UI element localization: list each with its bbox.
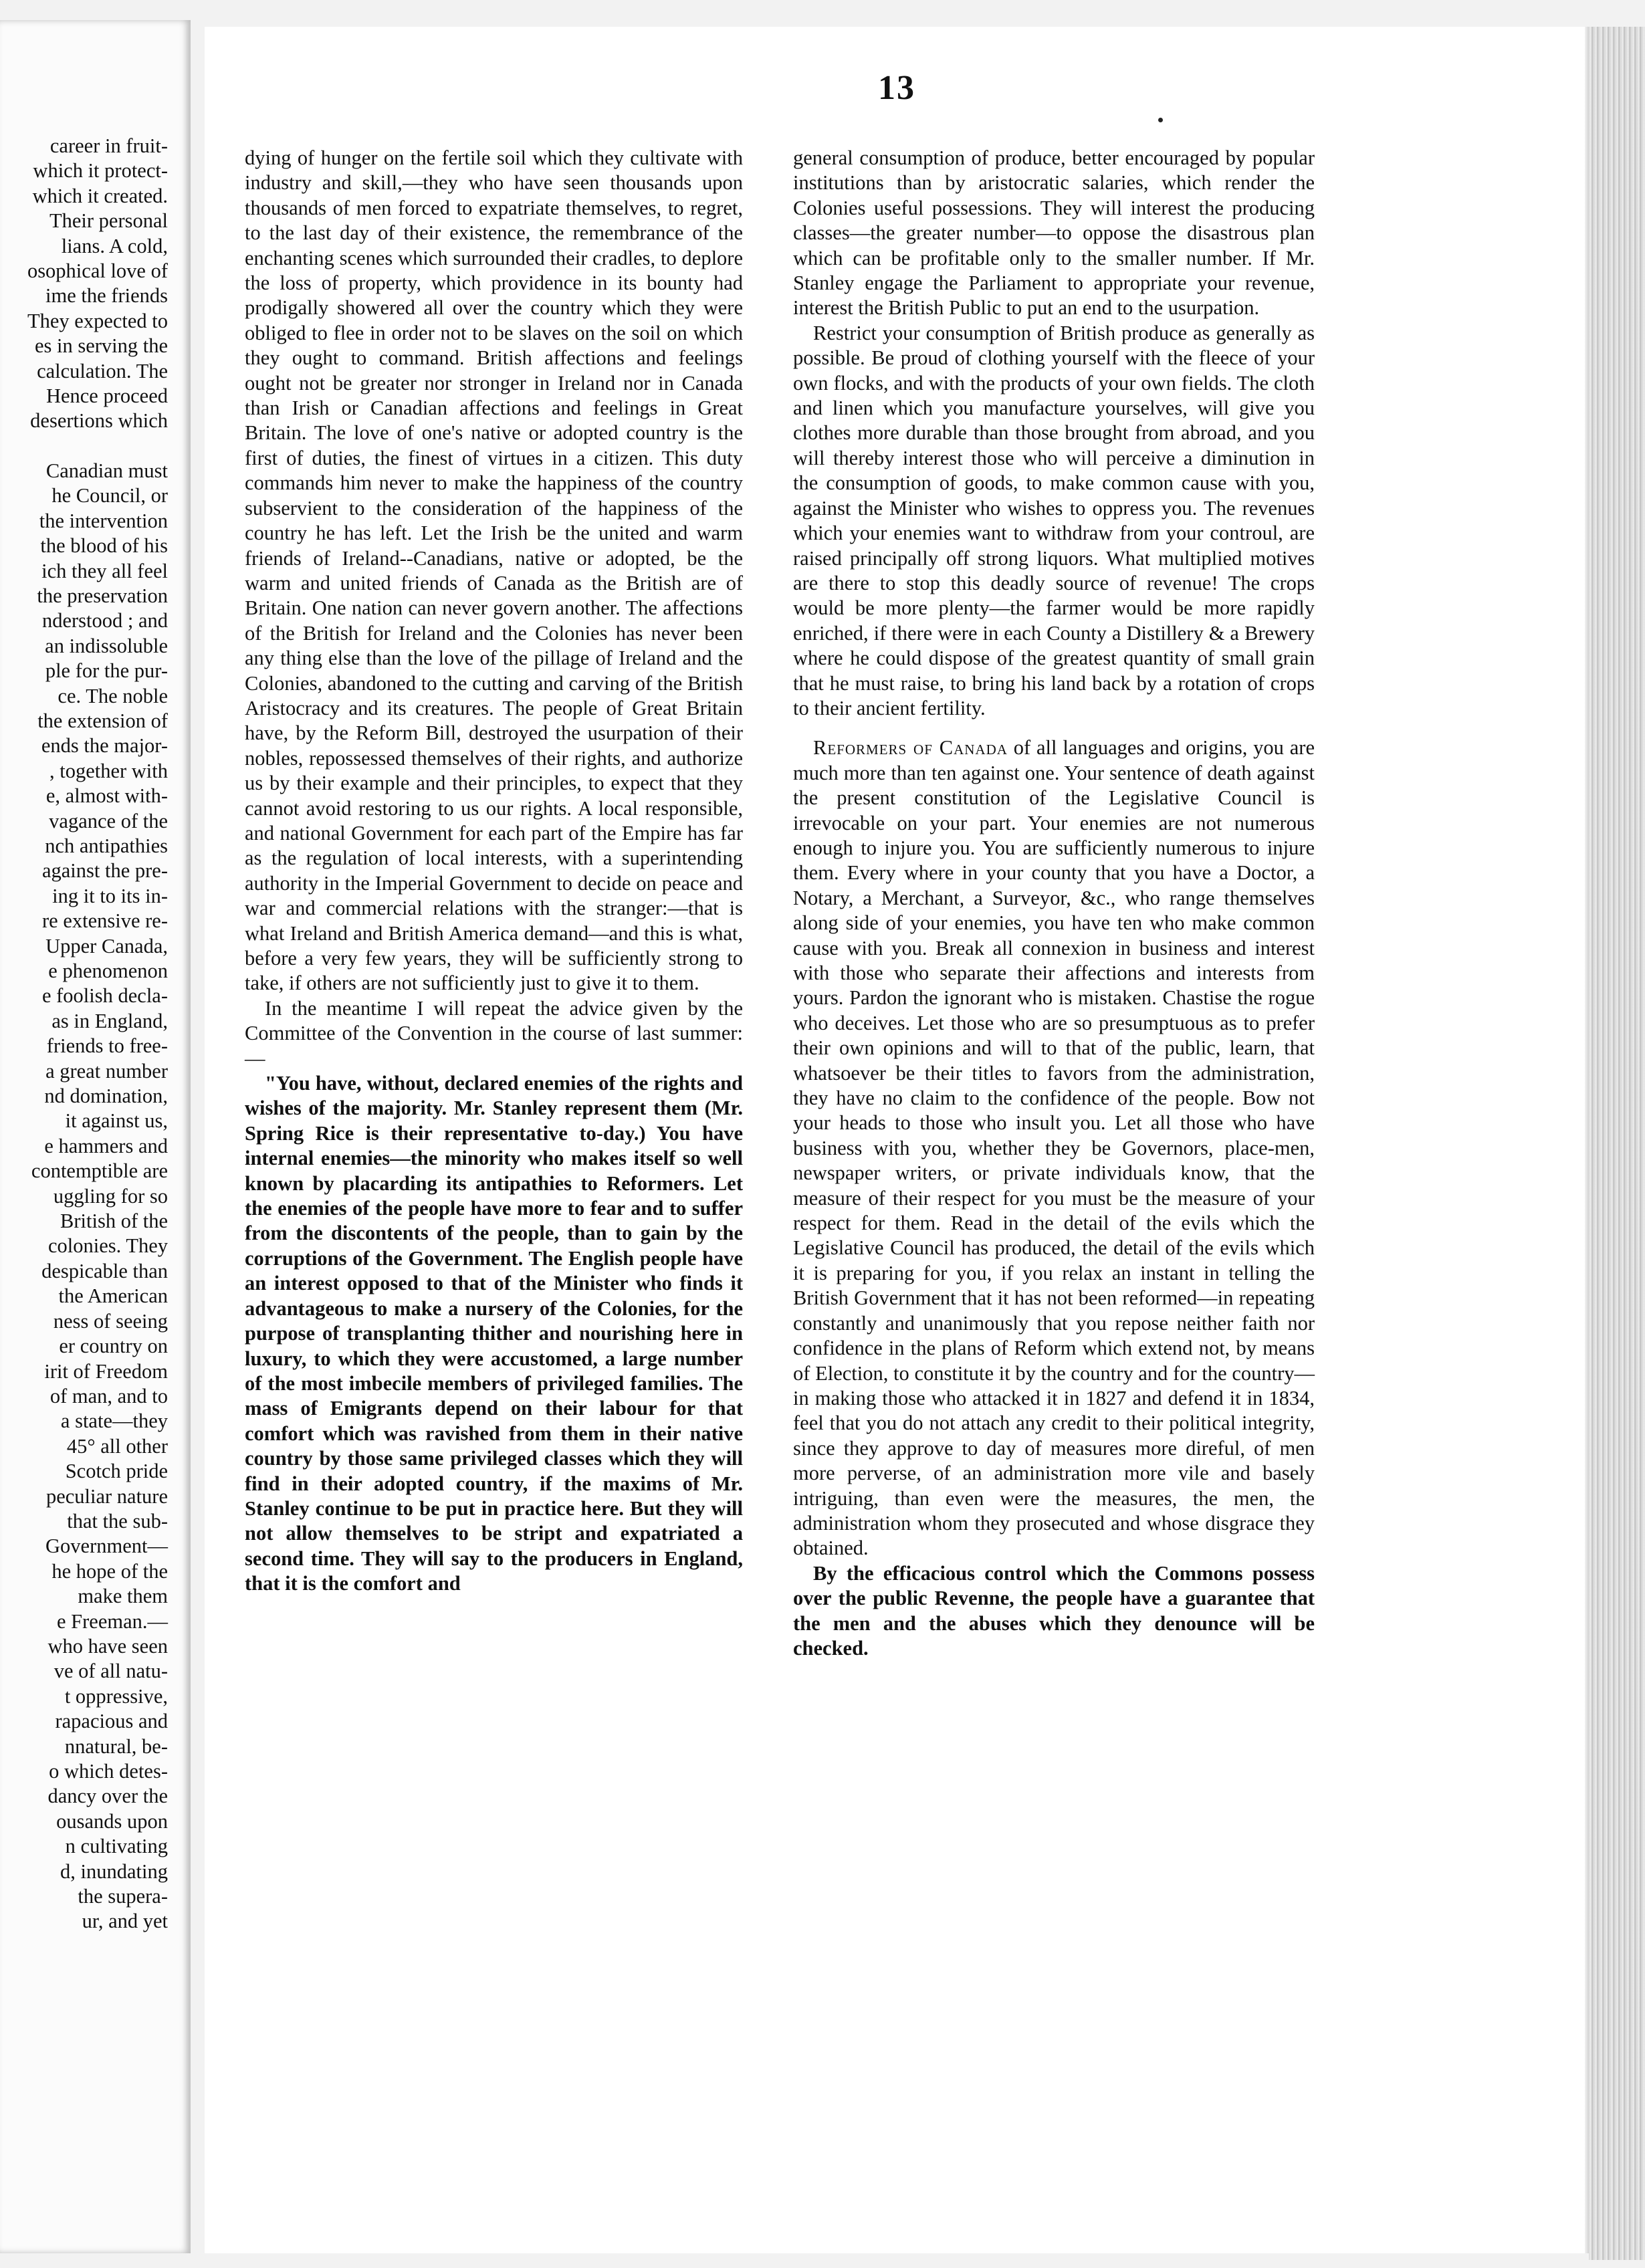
facing-page-line: he hope of the [51,1559,168,1583]
quoted-paragraph: "You have, without, declared enemies of the rights and wishes of the majority. Mr. Stanley represent them (Mr. Spring Rice is their representative to-day.) You have internal enemies—the minority who makes itself so well known by placarding its antipathies to Reformers. Let the enemies of the people have more to fear and to suffer from the discontents of the people, than to gain by the corruptions of the Government. The English people have an interest opposed to that of the Minister who finds it advantageous to make a nursery of the Colonies, for the purpose of transplanting thither and nourishing here in luxury, to which they were accustomed, a large number of the most imbecile members of privileged families. The mass of Emigrants depend on their labour for that comfort which was ravished from them in their native country by those same privileged classes which they will find in their adopted country, if the maxims of Mr. Stanley continue to be put in practice here. But they will not allow themselves to be stript and expatriated a second time. They will say to the producers in England, that it is the comfort and [245,1072,743,1595]
paragraph: In the meantime I will repeat the advice given by the Committee of the Convention in the course of last summer:— [245,996,743,1070]
facing-page-line: ends the major- [41,734,168,758]
facing-page-line: e, almost with- [45,784,168,808]
facing-page-line: British of the [60,1210,168,1233]
facing-page-line: Canadian must [45,459,168,482]
facing-page-line: ime the friends [45,284,168,308]
facing-page-line: ness of seeing [53,1309,168,1333]
facing-page-line: calculation. The [37,359,168,382]
facing-page-line: e phenomenon [48,959,168,982]
facing-page-line: colonies. They [47,1234,168,1258]
facing-page-line: who have seen [47,1634,168,1658]
page-edge-stack [1589,27,1645,2260]
facing-page-line: osophical love of [27,259,168,283]
facing-page-line: ple for the pur- [45,659,168,683]
facing-page-line: Upper Canada, [45,934,168,957]
facing-page-line: he Council, or [51,484,168,507]
facing-page-line: Their personal [49,209,168,233]
facing-page-line: peculiar nature [45,1484,168,1508]
facing-page-line: ing it to its in- [52,884,168,907]
facing-page-line: vagance of the [49,809,168,832]
page-number: 13 [878,69,915,107]
facing-page-line: ich they all feel [41,559,168,582]
facing-page-line: rapacious and [55,1710,168,1733]
facing-page-line: Scotch pride [65,1460,168,1483]
facing-page-line: Hence proceed [45,384,168,408]
facing-page-line: d, inundating [60,1859,168,1883]
facing-page-line: e Freeman.— [57,1609,168,1633]
facing-page-line: a state—they [60,1409,168,1433]
facing-page-line: dancy over the [47,1785,168,1808]
facing-page-line: er country on [59,1335,168,1358]
text-column-left [245,146,743,1597]
paragraph: dying of hunger on the fertile soil which they cultivate with industry and skill,—they who have seen thousands upon thousands of men forced to expatriate themselves, to regret, to the last day of their existence, the remembrance of the enchanting scenes which surrounded their cradles, to deplore the loss of property, which providence in its bounty had prodigally showered all over the country which they were obliged to flee in order not to be slaves on the soil on which they ought to command. British affections and feelings ought not be greater nor stronger in Ireland nor in Canada than Irish or Canadian affections and feelings in Great Britain. The love of one's native or adopted country is the first of duties, the finest of virtues in a citizen. This duty commands him never to make the happiness of the country subservient to the consideration of the happiness of the country he has left. Let the Irish be the united and warm friends of Ireland--Canadians, native or adopted, be the warm and united friends of Canada as the British are of Britain. One nation can never govern another. The affections of the British for Ireland and the Colonies has never been any thing else than the love of the pillage of Ireland and the Colonies, abandoned to the cutting and carving of the British Aristocracy and its creatures. The people of Great Britain have, by the Reform Bill, destroyed the usurpation of their nobles, repossessed themselves of their rights, and authorize us by their example and their principles, to expect that they cannot avoid restoring to us our rights. A local responsible, and national Government for each part of the Empire has far as the regulation of local interests, with a superintending authority in the Imperial Government to decide on peace and war and commercial relations with the stranger:—that is what Ireland and British America demand—and this is what, before a very few years, they will be sufficiently strong to take, if others are not sufficiently just to give it to them. [245,146,743,995]
facing-page-line: e hammers and [44,1134,168,1157]
facing-page-line: Government— [45,1535,168,1558]
paragraph-lead: Reformers of Canada [813,736,1008,760]
facing-page-line: nd domination, [44,1085,168,1108]
paragraph: general consumption of produce, better encouraged by popular institutions than by aristocratic salaries, which render the Colonies useful possessions. They will interest the producing classes—the greater number—to oppose the disastrous plan which can be profitable only to the smaller number. If Mr. Stanley engage the Parliament to appropriate your revenue, interest the British Public to put an end to the usurpation. [793,146,1315,320]
facing-page-line: , together with [49,759,168,782]
facing-page-line: despicable than [41,1259,168,1282]
facing-page-line: the extension of [37,709,168,732]
facing-page-line: uggling for so [53,1184,168,1208]
facing-page-line: nch antipathies [45,834,168,857]
facing-page-line: career in fruit- [49,134,168,157]
facing-page-line: that the sub- [67,1509,168,1533]
facing-page-line: re extensive re- [42,909,168,933]
facing-page-column [0,134,168,1934]
facing-page-line: it against us, [65,1109,168,1133]
facing-page-line: the blood of his [40,534,168,558]
facing-page-line: o which detes- [49,1760,168,1783]
facing-page-line: n cultivating [65,1835,168,1858]
paragraph: By the efficacious control which the Commons possess over the public Revenne, the people have a guarantee that the men and the abuses which they denounce will be checked. [793,1561,1315,1660]
facing-page-line: against the pre- [41,859,168,883]
facing-page-line: an indissoluble [45,634,168,657]
facing-page-line: as in England, [51,1009,168,1032]
facing-page-line: the preservation [37,584,168,607]
facing-page-line: irit of Freedom [44,1359,168,1383]
facing-page-line: e foolish decla- [41,984,168,1008]
facing-page-line: which it protect- [33,159,168,183]
facing-page-line: es in serving the [34,334,168,358]
facing-page-line: a great number [45,1059,168,1083]
facing-page-line: the supera- [78,1885,168,1908]
facing-page-line: 45° all other [66,1434,168,1458]
facing-page-line: nnatural, be- [64,1734,168,1758]
facing-page-line: of man, and to [49,1384,168,1407]
facing-page-line: ur, and yet [82,1910,168,1933]
facing-page-line: the intervention [39,509,168,532]
text-column-right [793,146,1315,1661]
facing-page-line: which it created. [32,184,168,207]
facing-page-line: ce. The noble [58,684,168,707]
document-page [205,27,1589,2253]
facing-page-line: ousands upon [56,1809,168,1833]
facing-page-line: t oppressive, [64,1684,168,1708]
facing-page-line: make them [78,1585,168,1608]
facing-page-line: contemptible are [31,1159,168,1183]
paragraph-body: of all languages and origins, you are much more than ten against one. Your sentence of death against the present constitution of the Legislative Council is irrevocable on your part. Your enemies are not numerous enough to injure you. You are sufficiently numerous to injure them. Every where in your county that you have a Doctor, a Notary, a Merchant, a Surveyor, &c., who range themselves along side of your enemies, you have ten who make common cause with you. Break all connexion in business and interest with those who separate their affections and interests from yours. Pardon the ignorant who is mistaken. Chastise the rogue who deceives. Let those who are so presumptuous as to prefer their own opinions and will to that of the public, learn, that whatsoever be their titles to favors from the administration, they have no claim to the confidence of the people. Bow not your heads to those who insult you. Let all those who have business with you, whether they be Governors, place-men, newspaper writers, or private individuals know, that the measure of their respect for you must be the measure of your respect for them. Read in the detail of the evils which the Legislative Council has produced, the detail of the evils which it is preparing for you, if you relax an instant in telling the British Government that it has not been reformed—in repeating constantly and unanimously that you repose neither faith nor confidence in the plans of Reform which extend not, by means of Election, to constitute it by the country and for the country—in making those who attacked it in 1827 and defend it in 1834, feel that you do not attach any credit to their political integrity, since they approve to day of measures more direful, of men more perverse, of an administration more vile and basely intriguing, than even were the measures, the men, the administration whom they prosecuted and whose disgrace they obtained. [793,736,1315,1560]
ink-dot [1158,118,1163,122]
facing-page-line: friends to free- [46,1034,168,1058]
paragraph: Restrict your consumption of British produce as generally as possible. Be proud of clothing yourself with the fleece of your own flocks, and with the products of your own fields. The cloth and linen which you manufacture yourselves, will give you clothes more durable than those brought from abroad, and you will thereby interest those who will perceive a diminution in the consumption of goods, to make common cause with you, against the Minister who wishes to oppress you. The revenues which your enemies want to withdraw from your controul, are raised principally off strong liquors. What multiplied motives are there to stop this deadly source of revenue! The crops would be more plenty—the farmer would be more rapidly enriched, if there were in each County a Distillery & a Brewery where he could dispose of the greatest quantity of small grain that he must raise, to bring his land back by a rotation of crops to their ancient fertility. [793,321,1315,719]
facing-page-gap [0,434,168,459]
facing-page-line: nderstood ; and [41,609,168,633]
facing-page-line: the American [58,1284,168,1308]
paragraph [793,735,1315,1561]
facing-page-line: desertions which [30,409,168,433]
facing-page-line: ve of all natu- [53,1660,168,1683]
facing-page [0,20,191,2253]
facing-page-line: lians. A cold, [61,234,168,257]
facing-page-line: They expected to [27,309,168,332]
